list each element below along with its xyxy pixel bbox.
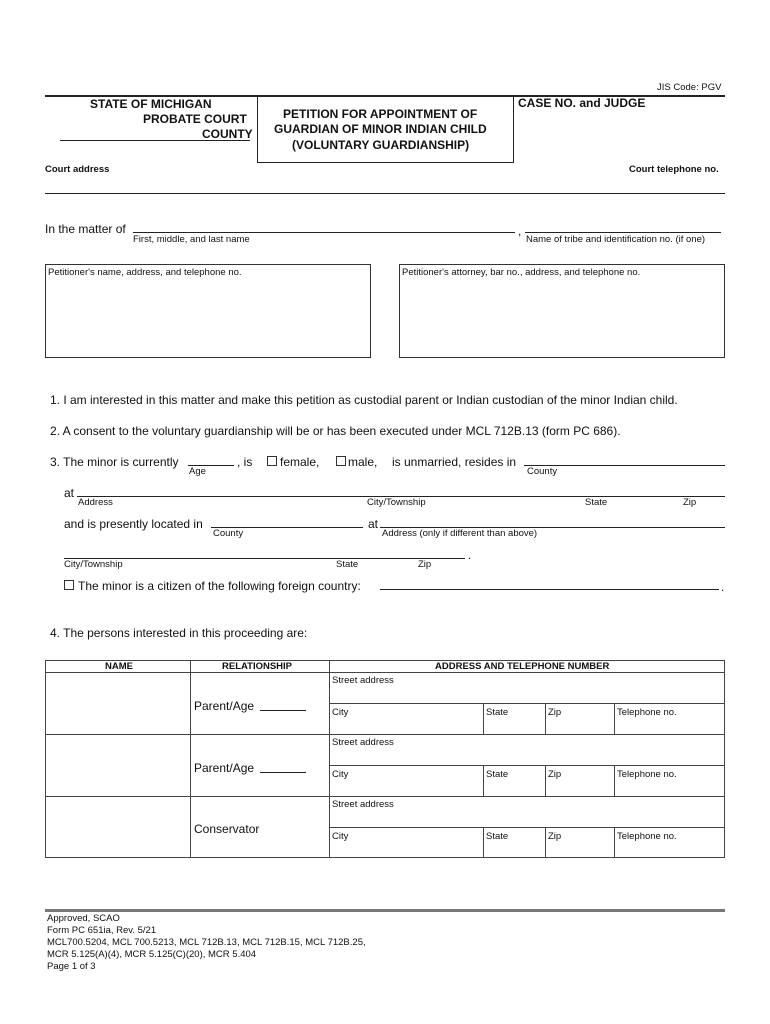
petitioner-box-label: Petitioner's name, address, and telephone no. xyxy=(48,267,242,278)
row-tel-divider xyxy=(614,827,615,858)
at-label: at xyxy=(64,486,75,500)
table-row xyxy=(45,796,725,858)
court-address-rule xyxy=(45,193,725,194)
row-name-field[interactable] xyxy=(47,798,187,856)
col-relationship-header: RELATIONSHIP xyxy=(222,661,293,672)
row-state-caption: State xyxy=(486,831,509,842)
col-name-header: NAME xyxy=(105,661,133,672)
item-2: 2. A consent to the voluntary guardianship will be or has been executed under MCL 712B.13 (form PC 686). xyxy=(50,424,621,438)
row-street-caption: Street address xyxy=(332,799,394,810)
row-zip-divider xyxy=(545,827,546,858)
court-address-label: Court address xyxy=(45,164,110,175)
header-divider-right xyxy=(513,96,514,162)
row-zip-caption: Zip xyxy=(548,831,562,842)
row-age-field[interactable] xyxy=(260,710,306,711)
address-caption: Address xyxy=(78,497,113,508)
city-caption: City/Township xyxy=(367,497,426,508)
footer-form-number: Form PC 651ia, Rev. 5/21 xyxy=(47,925,157,936)
zip-caption-2: Zip xyxy=(418,559,432,570)
is-text: , is xyxy=(237,455,253,469)
in-the-matter-of-label: In the matter of xyxy=(45,222,126,236)
row-relationship: Parent/Age xyxy=(194,699,255,713)
female-label: female, xyxy=(280,455,320,469)
footer-approved: Approved, SCAO xyxy=(47,913,120,924)
footer-rule xyxy=(45,909,725,912)
form-title-line3: (VOLUNTARY GUARDIANSHIP) xyxy=(292,138,470,152)
citizen-checkbox[interactable] xyxy=(64,580,74,590)
country-field[interactable] xyxy=(380,589,719,590)
row-tel-divider xyxy=(614,765,615,796)
item-4: 4. The persons interested in this proceeding are: xyxy=(50,626,308,640)
male-checkbox[interactable] xyxy=(336,456,346,466)
row-city-caption: City xyxy=(332,769,349,780)
citizen-text: The minor is a citizen of the following foreign country: xyxy=(78,579,361,593)
petitioner-box[interactable] xyxy=(45,264,371,358)
state-caption-2: State xyxy=(336,559,359,570)
located-city-field[interactable] xyxy=(64,558,465,559)
at2-label: at xyxy=(368,517,379,531)
presently-located-text: and is presently located in xyxy=(64,517,203,531)
jis-code: JIS Code: PGV xyxy=(657,82,722,93)
row-zip-divider xyxy=(545,765,546,796)
row-street-caption: Street address xyxy=(332,675,394,686)
row-state-divider xyxy=(483,703,484,734)
table-row xyxy=(45,672,725,734)
row-telephone-caption: Telephone no. xyxy=(617,831,677,842)
resides-county-caption: County xyxy=(527,466,558,477)
city-caption-2: City/Township xyxy=(64,559,123,570)
row-state-caption: State xyxy=(486,769,509,780)
row-telephone-caption: Telephone no. xyxy=(617,769,677,780)
footer-mcl: MCL700.5204, MCL 700.5213, MCL 712B.13, MCL 712B.15, MCL 712B.25, xyxy=(47,937,366,948)
attorney-box-label: Petitioner's attorney, bar no., address, and telephone no. xyxy=(402,267,641,278)
row-zip-caption: Zip xyxy=(548,769,562,780)
row-street-rule xyxy=(329,765,725,766)
row-zip-caption: Zip xyxy=(548,707,562,718)
row-relationship: Conservator xyxy=(194,822,260,836)
age-caption: Age xyxy=(189,466,206,477)
item-1: 1. I am interested in this matter and make this petition as custodial parent or Indian custodian of the minor Indian child. xyxy=(50,393,678,407)
case-no-field[interactable] xyxy=(518,112,723,160)
matter-comma: , xyxy=(518,224,522,238)
located-period: . xyxy=(468,548,472,562)
col-address-header: ADDRESS AND TELEPHONE NUMBER xyxy=(435,661,610,672)
row-name-field[interactable] xyxy=(47,736,187,794)
state-label: STATE OF MICHIGAN xyxy=(90,97,212,111)
form-title-line2: GUARDIAN OF MINOR INDIAN CHILD xyxy=(274,122,487,136)
citizen-period: . xyxy=(721,580,725,594)
minor-name-field[interactable] xyxy=(133,232,515,233)
header-divider-left xyxy=(257,96,258,162)
row-street-rule xyxy=(329,703,725,704)
row-telephone-caption: Telephone no. xyxy=(617,707,677,718)
row-city-caption: City xyxy=(332,707,349,718)
county-label: COUNTY xyxy=(202,127,253,141)
row-state-divider xyxy=(483,827,484,858)
tribe-field[interactable] xyxy=(525,232,721,233)
female-checkbox[interactable] xyxy=(267,456,277,466)
minor-name-caption: First, middle, and last name xyxy=(133,234,250,245)
zip-caption: Zip xyxy=(683,497,697,508)
attorney-box[interactable] xyxy=(399,264,725,358)
row-street-caption: Street address xyxy=(332,737,394,748)
address-diff-caption: Address (only if different than above) xyxy=(382,528,538,539)
table-row xyxy=(45,734,725,796)
case-no-label: CASE NO. and JUDGE xyxy=(518,96,646,110)
row-city-caption: City xyxy=(332,831,349,842)
row-state-divider xyxy=(483,765,484,796)
header-title-bottom-rule xyxy=(257,162,514,163)
tribe-caption: Name of tribe and identification no. (if one) xyxy=(526,234,706,245)
item-3-prefix: 3. The minor is currently xyxy=(50,455,179,469)
row-age-field[interactable] xyxy=(260,772,306,773)
male-label: male, xyxy=(348,455,378,469)
row-tel-divider xyxy=(614,703,615,734)
state-caption: State xyxy=(585,497,608,508)
unmarried-text: is unmarried, resides in xyxy=(392,455,517,469)
court-telephone-label: Court telephone no. xyxy=(629,164,719,175)
court-address-field[interactable] xyxy=(45,176,725,192)
probate-court-label: PROBATE COURT xyxy=(143,112,247,126)
form-title-line1: PETITION FOR APPOINTMENT OF xyxy=(283,107,478,121)
row-state-caption: State xyxy=(486,707,509,718)
footer-mcr: MCR 5.125(A)(4), MCR 5.125(C)(20), MCR 5.404 xyxy=(47,949,257,960)
row-zip-divider xyxy=(545,703,546,734)
located-county-caption: County xyxy=(213,528,244,539)
row-street-rule xyxy=(329,827,725,828)
row-relationship: Parent/Age xyxy=(194,761,255,775)
row-name-field[interactable] xyxy=(47,674,187,732)
footer-page-number: Page 1 of 3 xyxy=(47,961,96,972)
